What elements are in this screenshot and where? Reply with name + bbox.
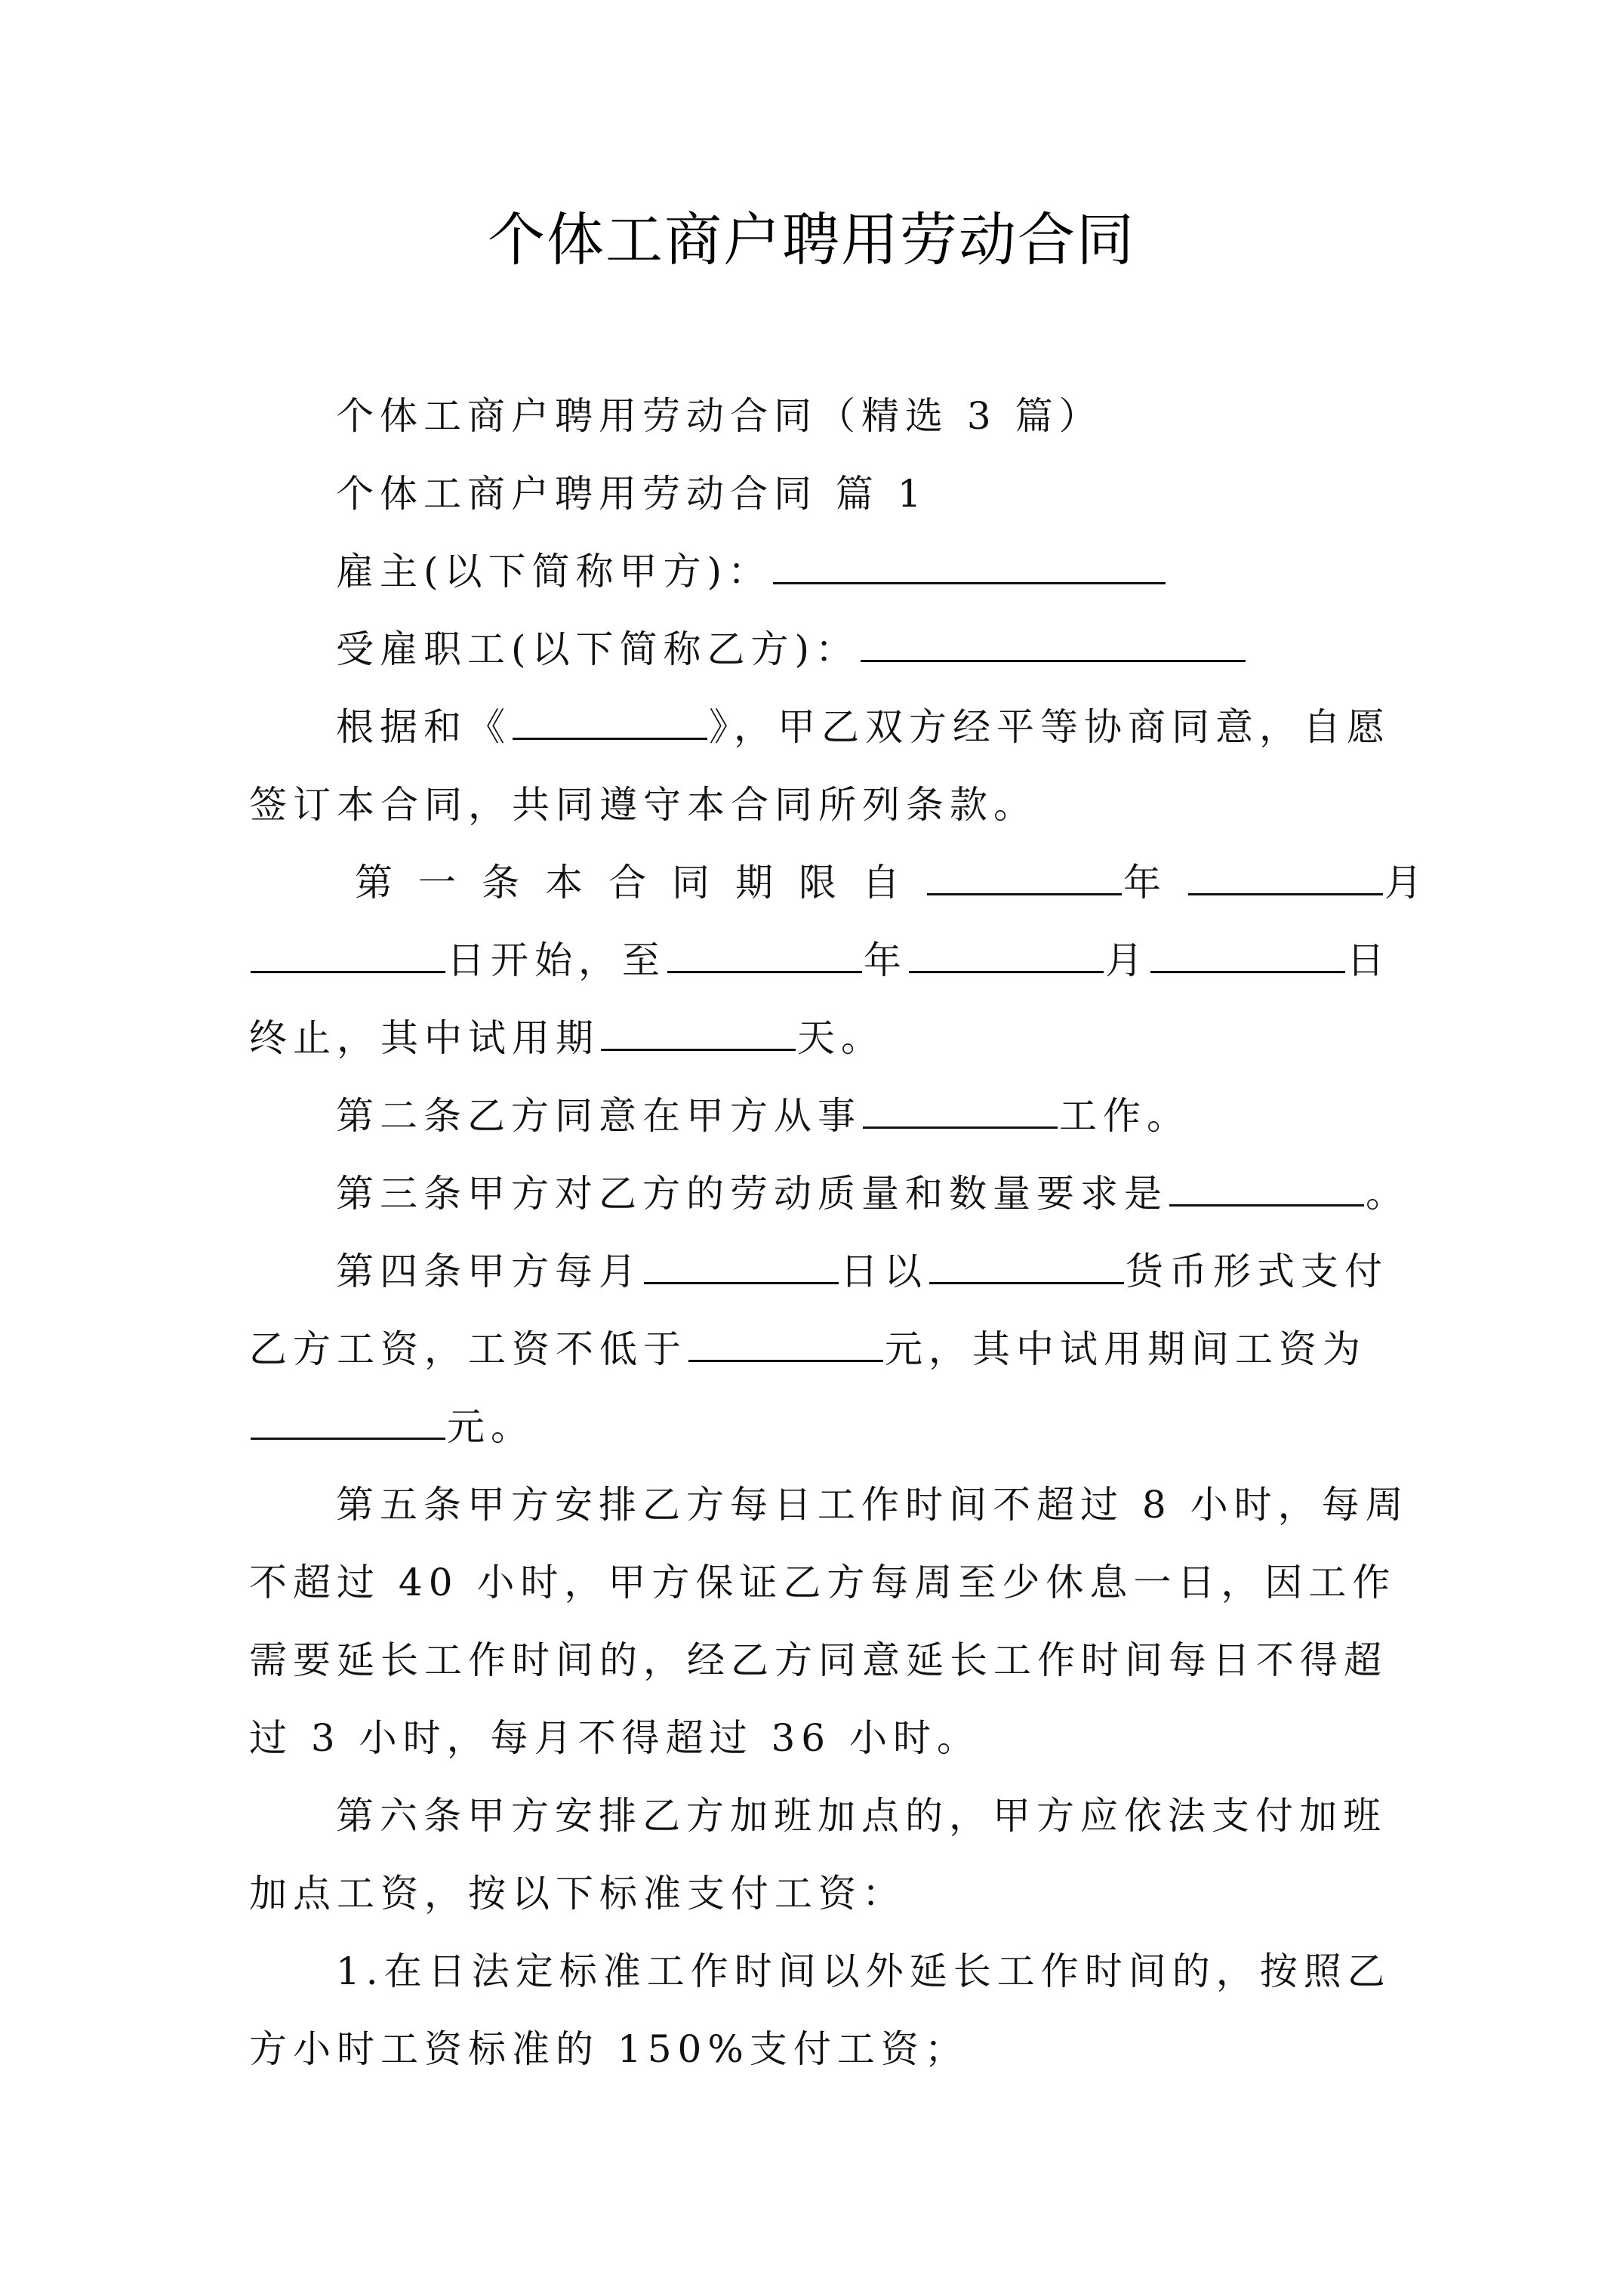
end-day-blank — [1150, 932, 1345, 973]
requirement-blank — [1169, 1165, 1364, 1207]
text-segment: 终止，其中试用期 — [249, 1016, 599, 1060]
pay-day-blank — [644, 1243, 839, 1284]
text-segment: 日以 — [840, 1250, 928, 1293]
text-segment: 根据和《 — [336, 705, 511, 749]
text-line — [249, 689, 1390, 766]
text-segment: 日开始，至 — [447, 938, 666, 982]
text-segment: 加点工资，按以下标准支付工资： — [249, 1872, 906, 1915]
text-line — [249, 2011, 1381, 2088]
text-line — [249, 844, 1448, 922]
text-segment: 方小时工资标准的 150%支付工资； — [249, 2027, 969, 2071]
employer-blank — [773, 543, 1166, 584]
text-segment: 需要延长工作时间的，经乙方同意延长工作时间每日不得超 — [249, 1638, 1387, 1682]
text-segment: 元。 — [447, 1405, 534, 1449]
text-segment: 工作。 — [1059, 1094, 1190, 1138]
text-segment: 天。 — [797, 1016, 885, 1060]
text-segment: 乙方工资，工资不低于 — [249, 1327, 687, 1371]
text-line — [249, 1311, 1381, 1388]
text-line — [249, 455, 1381, 533]
text-line — [249, 1077, 1381, 1155]
text-segment: 第五条甲方安排乙方每日工作时间不超过 8 小时，每周 — [336, 1483, 1409, 1527]
text-line — [249, 1000, 1381, 1077]
text-segment: 不超过 40 小时，甲方保证乙方每周至少休息一日，因工作 — [249, 1561, 1397, 1604]
text-line — [249, 1388, 1381, 1466]
text-line — [249, 1933, 1391, 2011]
text-line — [249, 611, 1381, 689]
text-segment: 第三条甲方对乙方的劳动质量和数量要求是 — [336, 1172, 1168, 1216]
text-segment: 。 — [1366, 1172, 1409, 1216]
section-heading: 个体工商户聘用劳动合同 篇 1 — [336, 472, 928, 516]
text-segment: 日 — [1347, 938, 1390, 982]
job-blank — [863, 1087, 1058, 1129]
employee-label: 受雇职工(以下简称乙方)： — [336, 627, 860, 671]
text-line — [249, 922, 1390, 1000]
text-segment: 第六条甲方安排乙方加班加点的，甲方应依法支付加班 — [336, 1794, 1387, 1838]
text-line — [249, 1155, 1409, 1233]
text-segment: 》，甲乙双方经平等协商同意，自愿 — [709, 705, 1390, 749]
probation-days-blank — [601, 1009, 796, 1051]
text-line — [249, 1544, 1397, 1622]
text-segment: 月 — [1105, 938, 1149, 982]
probation-wage-blank — [251, 1398, 445, 1440]
text-line — [249, 1233, 1388, 1311]
currency-blank — [929, 1243, 1124, 1284]
text-segment: 过 3 小时，每月不得超过 36 小时。 — [249, 1716, 981, 1760]
text-segment: 元，其中试用期间工资为 — [885, 1327, 1366, 1371]
document-body — [249, 378, 1448, 2088]
start-year-blank — [927, 854, 1122, 895]
document-title: 个体工商户聘用劳动合同 — [488, 206, 1135, 273]
text-segment: 第四条甲方每月 — [336, 1250, 642, 1293]
text-line — [249, 1622, 1387, 1700]
text-segment: 第二条乙方同意在甲方从事 — [336, 1094, 861, 1138]
text-line — [249, 533, 1381, 611]
start-day-blank — [251, 932, 445, 973]
text-segment: 月 — [1384, 861, 1448, 905]
min-wage-blank — [688, 1321, 883, 1362]
text-line — [249, 766, 1381, 844]
text-line — [249, 1777, 1387, 1855]
text-line — [249, 1466, 1409, 1544]
employee-blank — [861, 621, 1246, 662]
end-month-blank — [909, 932, 1104, 973]
start-month-blank — [1188, 854, 1383, 895]
law-name-blank — [513, 698, 707, 740]
text-segment: 1.在日法定标准工作时间以外延长工作时间的，按照乙 — [336, 1949, 1391, 1993]
text-segment: 货币形式支付 — [1126, 1250, 1388, 1293]
text-segment: 年 — [1123, 861, 1187, 905]
text-line — [249, 1700, 1381, 1777]
end-year-blank — [667, 932, 862, 973]
text-segment: 签订本合同，共同遵守本合同所列条款。 — [249, 783, 1037, 827]
text-line — [249, 1855, 1381, 1933]
employer-label: 雇主(以下简称甲方)： — [336, 550, 772, 593]
text-line — [249, 378, 1381, 455]
text-segment: 第一条本合同期限自 — [355, 861, 925, 905]
subtitle-text: 个体工商户聘用劳动合同（精选 3 篇） — [336, 394, 1103, 438]
text-segment: 年 — [864, 938, 907, 982]
